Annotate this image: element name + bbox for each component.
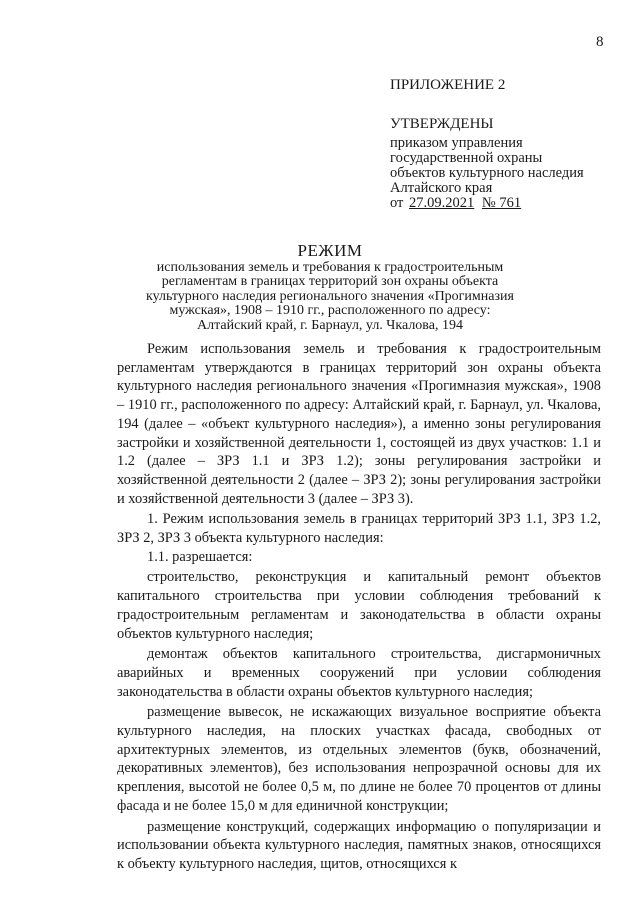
paragraph-demolition: демонтаж объектов капитального строительства, дисгармоничных аварийных и временных сооружений при условии соблюдения законодательства в области охраны объектов культурного наследия; <box>117 646 601 700</box>
heading-title: РЕЖИМ <box>297 241 363 260</box>
heading-line: Алтайский край, г. Барнаул, ул. Чкалова, 194 <box>197 317 463 333</box>
heading-line: использования земель и требования к градостроительным <box>156 259 504 275</box>
heading-line: мужская», 1908 – 1910 гг., расположенного по адресу: <box>169 303 491 318</box>
paragraph-subsection-1-1: 1.1. разрешается: <box>147 548 253 565</box>
heading-line: регламентам в границах территорий зон охраны объекта <box>161 274 499 289</box>
order-line <box>390 196 630 211</box>
approved-line: объектов культурного наследия <box>390 165 584 181</box>
order-number: № 761 <box>481 195 522 211</box>
document-heading <box>110 241 550 333</box>
paragraph-section-1: 1. Режим использования земель в границах территорий ЗРЗ 1.1, ЗРЗ 1.2, ЗРЗ 2, ЗРЗ 3 объекта культурного наследия: <box>117 511 601 547</box>
approved-title: УТВЕРЖДЕНЫ <box>390 116 494 132</box>
order-prefix: от <box>390 195 404 211</box>
order-date: 27.09.2021 <box>409 195 475 211</box>
appendix-title: ПРИЛОЖЕНИЕ 2 <box>390 77 506 93</box>
heading-line: культурного наследия регионального значения «Прогимназия <box>146 288 514 304</box>
paragraph-construction: строительство, реконструкция и капитальный ремонт объектов капитального строительства при условии соблюдения требований к градостроительным регламентам и законодательства в области охраны объектов культурного наследия; <box>117 569 601 642</box>
paragraph-signage: размещение вывесок, не искажающих визуальное восприятие объекта культурного наследия, на плоских участках фасада, свободных от архитектурных элементов, из отдельных элементов (букв, обозначений, декоративных элементов), без использования непрозрачной основы для их крепления, высотой не более 0,5 м, по длине не более 70 процентов от длины фасада и не более 15,0 м для единичной конструкции; <box>117 704 601 814</box>
approved-line: государственной охраны <box>390 150 543 166</box>
paragraph-intro: Режим использования земель и требования к градостроительным регламентам утверждаются в границах территорий зон охраны объекта культурного наследия регионального значения «Прогимназия мужская», 1908 – 1910 гг., расположенного по адресу: Алтайский край, г. Барнаул, ул. Чкалова, 194 (далее – «объект культурного наследия»), а именно зоны регулирования застройки и хозяйственной деятельности 1, состоящей из двух участков: 1.1 и 1.2 (далее – ЗРЗ 1.1 и ЗРЗ 1.2); зоны регулирования застройки и хозяйственной деятельности 2 (далее – ЗРЗ 2); зоны регулирования застройки и хозяйственной деятельности 3 (далее – ЗРЗ 3). <box>117 341 601 507</box>
body-text <box>117 340 601 874</box>
approved-line: приказом управления <box>390 135 523 151</box>
paragraph-structures: размещение конструкций, содержащих информацию о популяризации и использовании объекта культурного наследия, памятных знаков, относящихся к объекту культурного наследия, щитов, относящихся к <box>117 818 601 872</box>
appendix-block <box>390 78 630 211</box>
page-number: 8 <box>596 34 604 50</box>
approved-line: Алтайского края <box>390 180 493 196</box>
